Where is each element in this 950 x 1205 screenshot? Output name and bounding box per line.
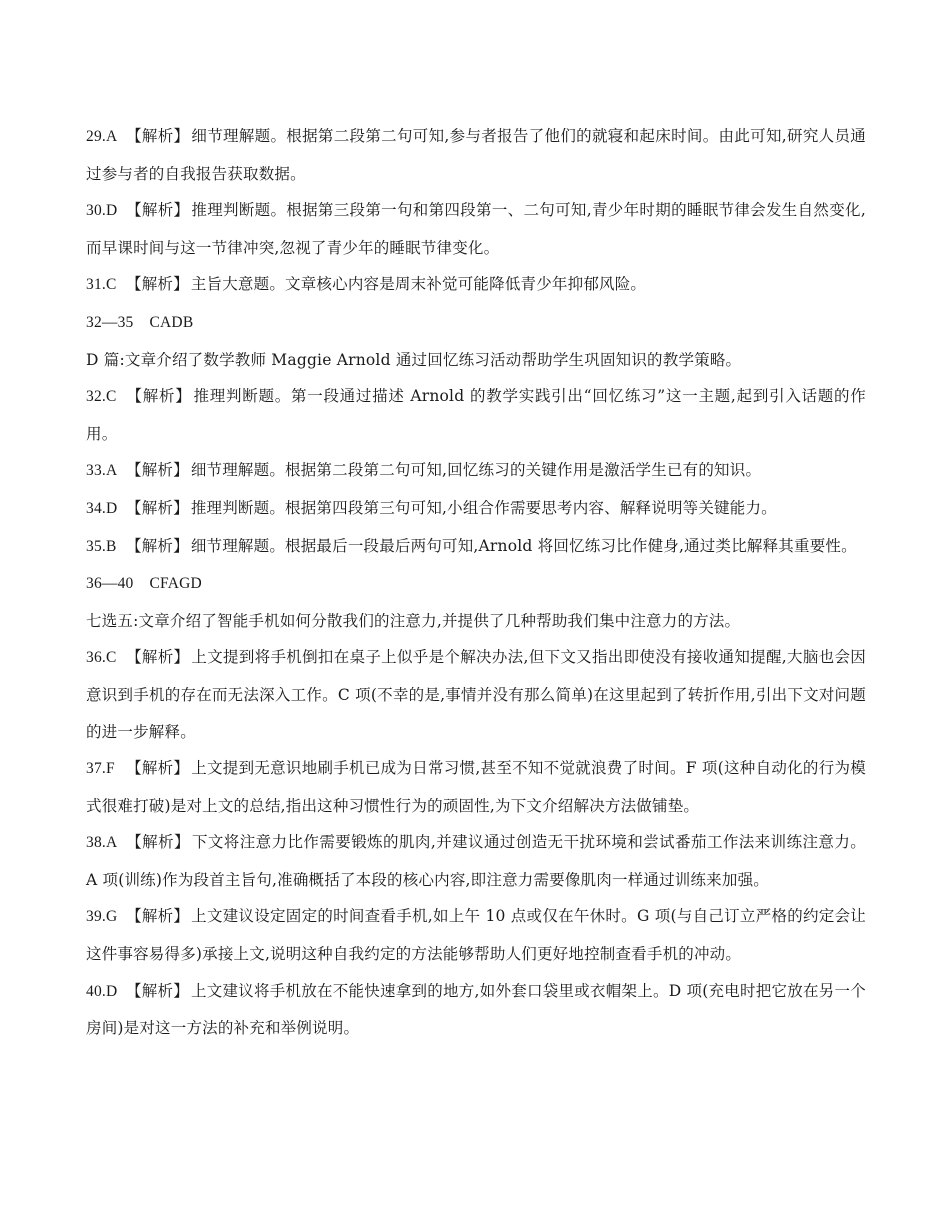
explanation-text: 推理判断题。第一段通过描述 Arnold 的教学实践引出“回忆练习”这一主题,起到引入话题的作用。 — [86, 387, 866, 443]
analysis-tag: 【解析】 — [126, 907, 190, 926]
explanation-text: 下文将注意力比作需要锻炼的肌肉,并建议通过创造无干扰环境和尝试番茄工作法来训练注意力。A 项(训练)作为段首主旨句,准确概括了本段的核心内容,即注意力需要像肌肉一样通过训练来加强。 — [86, 833, 866, 889]
group-range: 36—40 — [86, 575, 134, 593]
question-number: 31.C — [86, 276, 117, 294]
analysis-tag: 【解析】 — [126, 461, 189, 480]
explanation-40 — [86, 973, 866, 1047]
explanation-text: 上文提到将手机倒扣在桌子上似乎是个解决办法,但下文又指出即使没有接收通知提醒,大脑也会因意识到手机的存在而无法深入工作。C 项(不幸的是,事情并没有那么简单)在这里起到了转折作用,引出下文对问题的进一步解释。 — [86, 648, 866, 741]
question-number: 39.G — [86, 908, 118, 926]
explanation-text: 细节理解题。根据第二段第二句可知,参与者报告了他们的就寝和起床时间。由此可知,研究人员通过参与者的自我报告获取数据。 — [86, 127, 866, 183]
question-number: 38.A — [86, 834, 118, 852]
passage-d-intro: D 篇:文章介绍了数学教师 Maggie Arnold 通过回忆练习活动帮助学生巩固知识的教学策略。 — [86, 350, 742, 369]
explanation-text: 主旨大意题。文章核心内容是周末补觉可能降低青少年抑郁风险。 — [190, 275, 647, 294]
analysis-tag: 【解析】 — [126, 648, 190, 667]
question-number: 34.D — [86, 499, 118, 517]
question-number: 29.A — [86, 128, 118, 145]
explanation-33 — [86, 452, 866, 490]
seven-choose-five-intro: 七选五:文章介绍了智能手机如何分散我们的注意力,并提供了几种帮助我们集中注意力的方法。 — [86, 611, 741, 630]
explanation-text: 推理判断题。根据第三段第一句和第四段第一、二句可知,青少年时期的睡眠节律会发生自然变化,而早课时间与这一节律冲突,忽视了青少年的睡眠节律变化。 — [86, 201, 866, 257]
analysis-tag: 【解析】 — [126, 387, 192, 406]
analysis-tag: 【解析】 — [126, 833, 190, 852]
question-number: 36.C — [86, 649, 117, 667]
explanation-29 — [86, 118, 866, 192]
explanation-34 — [86, 490, 866, 528]
question-number: 40.D — [86, 982, 118, 1000]
explanation-text: 细节理解题。根据第二段第二句可知,回忆练习的关键作用是激活学生已有的知识。 — [190, 461, 762, 480]
analysis-tag: 【解析】 — [126, 498, 189, 517]
analysis-tag: 【解析】 — [126, 536, 189, 555]
group-answers: CFAGD — [149, 575, 202, 593]
explanation-text: 上文建议设定固定的时间查看手机,如上午 10 点或仅在午休时。G 项(与自己订立严格的约定会让这件事容易得多)承接上文,说明这种自我约定的方法能够帮助人们更好地控制查看手机的冲动。 — [86, 907, 867, 964]
question-number: 33.A — [86, 462, 118, 480]
explanation-30 — [86, 192, 866, 266]
question-number: 35.B — [86, 537, 117, 555]
analysis-tag: 【解析】 — [126, 201, 190, 220]
explanation-text: 细节理解题。根据最后一段最后两句可知,Arnold 将回忆练习比作健身,通过类比解释其重要性。 — [190, 536, 857, 555]
analysis-tag: 【解析】 — [126, 981, 190, 1000]
explanation-text: 上文提到无意识地刷手机已成为日常习惯,甚至不知不觉就浪费了时间。F 项(这种自动化的行为模式很难打破)是对上文的总结,指出这种习惯性行为的顽固性,为下文介绍解决方法做铺垫。 — [86, 759, 866, 815]
explanation-35 — [86, 528, 866, 566]
question-number: 32.C — [86, 388, 117, 406]
answer-group-36-40 — [86, 565, 866, 603]
question-number: 30.D — [86, 202, 118, 220]
explanation-text: 推理判断题。根据第四段第三句可知,小组合作需要思考内容、解释说明等关键能力。 — [190, 498, 777, 517]
explanation-38 — [86, 824, 866, 898]
explanation-text: 上文建议将手机放在不能快速拿到的地方,如外套口袋里或衣帽架上。D 项(充电时把它放在另一个房间)是对这一方法的补充和举例说明。 — [86, 981, 866, 1038]
analysis-tag: 【解析】 — [126, 127, 190, 145]
explanation-32 — [86, 378, 866, 452]
analysis-tag: 【解析】 — [126, 275, 189, 294]
question-number: 37.F — [86, 760, 115, 778]
group-range: 32—35 — [86, 313, 134, 331]
answer-group-32-35 — [86, 304, 866, 342]
analysis-tag: 【解析】 — [126, 759, 190, 778]
explanation-39 — [86, 898, 866, 972]
explanation-37 — [86, 750, 866, 824]
group-answers: CADB — [149, 313, 194, 331]
explanation-36 — [86, 639, 866, 750]
explanation-31 — [86, 266, 866, 304]
answer-explanations — [86, 118, 866, 1047]
